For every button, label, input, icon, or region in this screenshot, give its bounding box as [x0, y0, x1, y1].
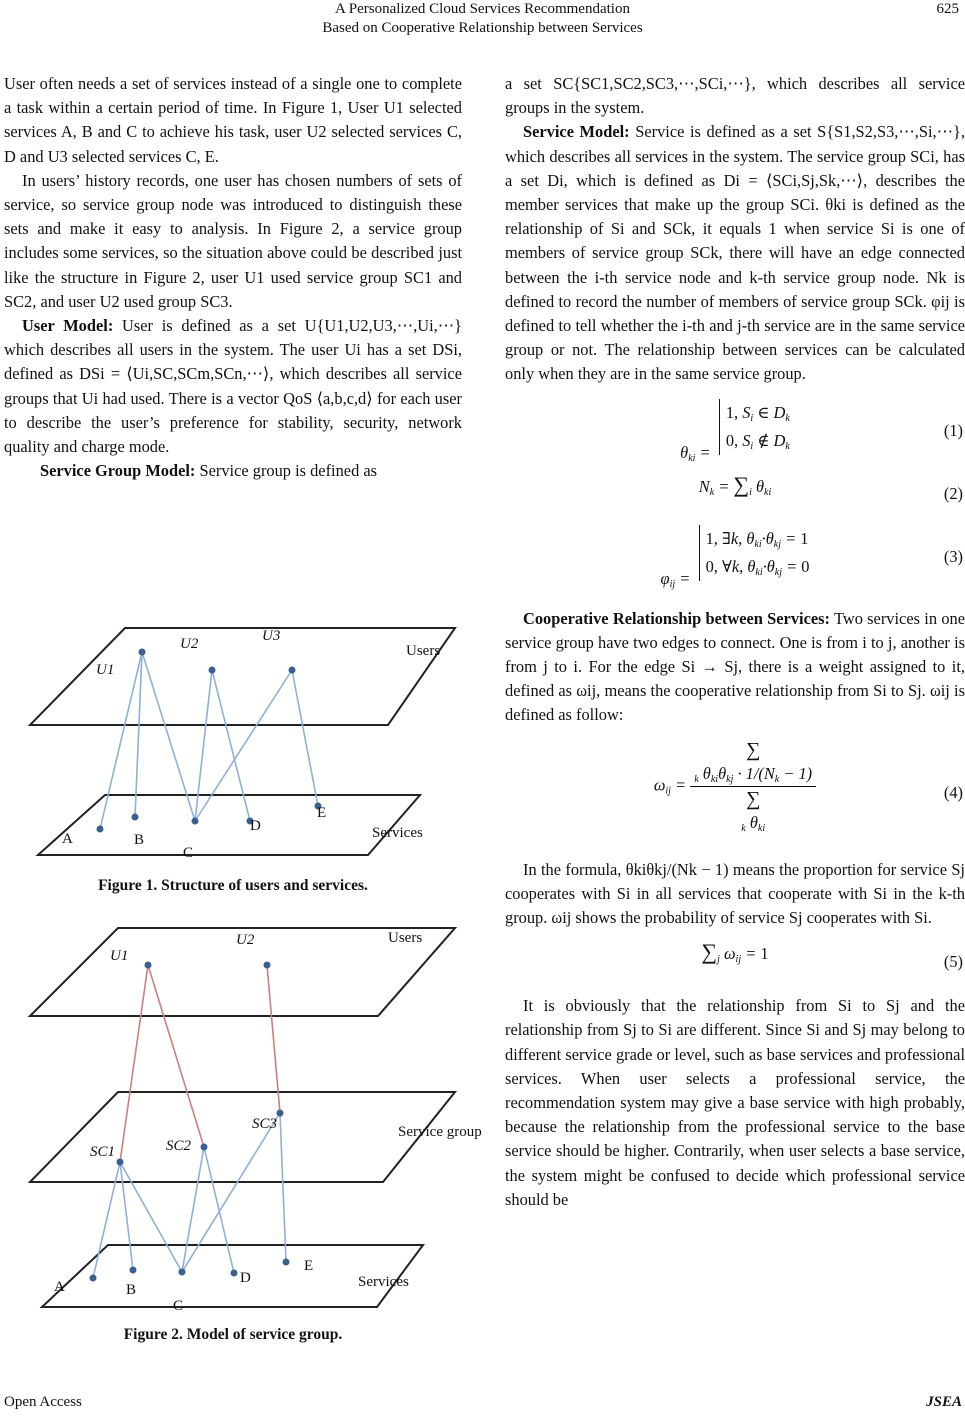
fig2-services-label: Services — [358, 1274, 409, 1290]
group-node-sc1 — [117, 1159, 124, 1166]
fig2-user-node-u1 — [145, 962, 152, 969]
footer-journal: JSEA — [926, 1394, 962, 1410]
cooperative-relationship-heading: Cooperative Relationship between Services: — [523, 608, 830, 628]
fig2-label-sc1: SC1 — [90, 1144, 116, 1160]
footer-open-access: Open Access — [4, 1394, 82, 1410]
fig2-label-d: D — [240, 1270, 251, 1286]
service-model-text: Service is defined as a set S{S1,S2,S3,⋯,Si,⋯}, which describes all services in the system. The service group SCi, has a set Di, which is defined as Di = ⟨SCi,Sj,Sk,⋯⟩, describes the member services that make up the group SCi. θki is defined as the relationship of Si and SCk, it equals 1 when service Si is one of members of service group SCk, there will have an edge connected between the i-th service node and k-th service group node. Nk is defined to record the number of members of service group SCk. φij is defined to tell whether the i-th and j-th service are in the same service group or not. The relationship between services can be calculated only when they are in the same service group. — [505, 122, 965, 384]
user-model-heading: User Model: — [22, 316, 114, 336]
right-paragraph-1: a set SC{SC1,SC2,SC3,⋯,SCi,⋯}, which describes all service groups in the system. — [505, 74, 965, 118]
page-number: 625 — [936, 1, 959, 17]
fig1-label-u1: U1 — [96, 662, 115, 678]
fig1-label-u3: U3 — [262, 628, 281, 644]
fig2-service-node-c — [179, 1269, 186, 1276]
figure-1-caption: Figure 1. Structure of users and services. — [98, 877, 368, 894]
service-group-model-text: Service group is defined as — [199, 461, 378, 481]
service-model-paragraph — [505, 120, 965, 386]
cooperative-relationship-text: Two services in one service group have two edges to connect. One is from i to j, another is from j to i. For the edge Si → Sj, there is a weight assigned to it, defined as ωij, means the cooperative relationship from Si to Sj. ωij is defined as follow: — [505, 608, 965, 725]
fig2-group-plane — [30, 1092, 455, 1182]
figure-1-diagram — [0, 610, 470, 870]
right-column — [505, 72, 965, 1212]
fig2-label-sc2: SC2 — [166, 1138, 192, 1154]
service-node-b — [132, 814, 139, 821]
fig2-service-node-d — [231, 1270, 238, 1277]
equation-5: $\sum_j$ $\omega_{ij} = 1$ (5) — [505, 940, 965, 984]
fig1-label-a: A — [62, 831, 73, 847]
fig1-label-d: D — [250, 818, 261, 834]
equation-1-number: (1) — [943, 420, 963, 440]
service-group-model-paragraph — [4, 459, 462, 483]
fig2-label-e: E — [304, 1258, 314, 1274]
equation-4: $\omega_{ij}$ = ∑ $_k$ $\theta_{ki}\theta_{kj} \cdot 1/(N_k - 1)$ ∑ $_k$ $\theta_{ki}$ (4) — [653, 738, 963, 835]
relationship-direction-paragraph: It is obviously that the relationship from Si to Sj and the relationship from Sj to Si are different. Since Si and Sj may belong to different service grade or level, such as base services and professional services. When user selects a professional service, the recommendation system may give a base service with high probably, because the relationship from the professional service to the base service should be higher. Contrarily, when user selects a base service, the system might be confused to decide which professional service should be — [505, 996, 965, 1209]
fig2-user-node-u2 — [264, 962, 271, 969]
equation-5-number: (5) — [943, 952, 963, 972]
left-paragraph-1: User often needs a set of services instead of a single one to complete a task within a certain period of time. In Figure 1, User U1 selected services A, B and C to achieve his task, user U2 selected services C, D and U3 selected services C, E. — [4, 74, 462, 166]
user-node-u2 — [209, 667, 216, 674]
fig2-service-node-a — [90, 1275, 97, 1282]
left-paragraph-2: In users’ history records, one user has chosen numbers of sets of service, so service group node was introduced to distinguish these sets and make it easy to analysis. In Figure 2, a service group includes some services, so the situation above could be described just like the structure in Figure 2, user U1 used service group SC1 and SC2, and user U2 used group SC3. — [4, 170, 462, 311]
figure-2-caption: Figure 2. Model of service group. — [123, 1326, 343, 1343]
user-model-paragraph — [4, 314, 462, 459]
services-plane — [38, 795, 420, 855]
group-node-sc2 — [201, 1144, 208, 1151]
fig2-label-sc3: SC3 — [252, 1116, 278, 1132]
service-model-heading: Service Model: — [523, 122, 630, 142]
group-node-sc3 — [277, 1110, 284, 1117]
fig1-label-c: C — [183, 845, 194, 861]
fig2-label-b: B — [126, 1282, 137, 1298]
equation-1: $\theta_{ki} = 1$, $S_i$ ∈ $D_k$ 0, $S_i$ ∉ $D_k$ (1) — [505, 399, 965, 463]
users-plane — [30, 628, 455, 725]
cooperative-relationship-paragraph — [505, 607, 965, 728]
user-model-text: User is defined as a set U{U1,U2,U3,⋯,Ui,⋯} which describes all users in the system. The user Ui has a set DSi, defined as DSi = ⟨Ui,SC,SCm,SCn,⋯⟩, which describes all service groups that Ui had used. There is a vector QoS ⟨a,b,c,d⟩ for each user to describe the user’s preference for stability, security, network quality and charge mode. — [4, 316, 462, 457]
user-node-u1 — [139, 649, 146, 656]
fig2-label-a: A — [54, 1279, 65, 1295]
service-node-a — [97, 826, 104, 833]
equation-2-number: (2) — [943, 483, 963, 503]
equation-3: $\varphi_{ij} = 1$, ∃k, $\theta_{ki}\cdot\theta_{kj} = 1$ 0, ∀k, $\theta_{ki}\cdot\theta_{kj} = 0$ (3) — [505, 525, 965, 589]
equation-3-number: (3) — [943, 546, 963, 566]
fig1-label-b: B — [134, 832, 145, 848]
fig2-label-u2: U2 — [236, 932, 255, 948]
fig1-label-e: E — [317, 805, 327, 821]
user-node-u3 — [289, 667, 296, 674]
formula-explanation-paragraph: In the formula, θkiθkj/(Nk − 1) means the proportion for service Sj cooperates with Si in all services that cooperate with Si in the k-th group. ωij shows the probability of service Sj cooperates with Si. — [505, 859, 965, 928]
fig2-service-node-e — [283, 1259, 290, 1266]
fig1-label-u2: U2 — [180, 636, 199, 652]
service-group-model-heading: Service Group Model: — [40, 461, 196, 481]
page-footer — [4, 1394, 962, 1411]
service-node-c — [192, 818, 199, 825]
equation-2: $N_k = \sum_i$ $\theta_{ki}$ (2) — [505, 473, 965, 515]
header-title-line1: A Personalized Cloud Services Recommendation — [335, 1, 630, 17]
fig2-users-label: Users — [388, 930, 423, 946]
fig1-services-label: Services — [372, 825, 423, 841]
fig2-group-label: Service group — [398, 1124, 482, 1140]
equation-4-number: (4) — [943, 782, 963, 802]
fig2-service-node-b — [130, 1267, 137, 1274]
fig1-users-label: Users — [406, 643, 441, 659]
figure-2-diagram — [0, 920, 482, 1320]
page-header — [0, 0, 965, 38]
header-title-line2: Based on Cooperative Relationship between Services — [322, 20, 643, 36]
fig2-label-u1: U1 — [110, 948, 129, 964]
left-column — [4, 72, 462, 483]
fig2-label-c: C — [173, 1298, 184, 1314]
